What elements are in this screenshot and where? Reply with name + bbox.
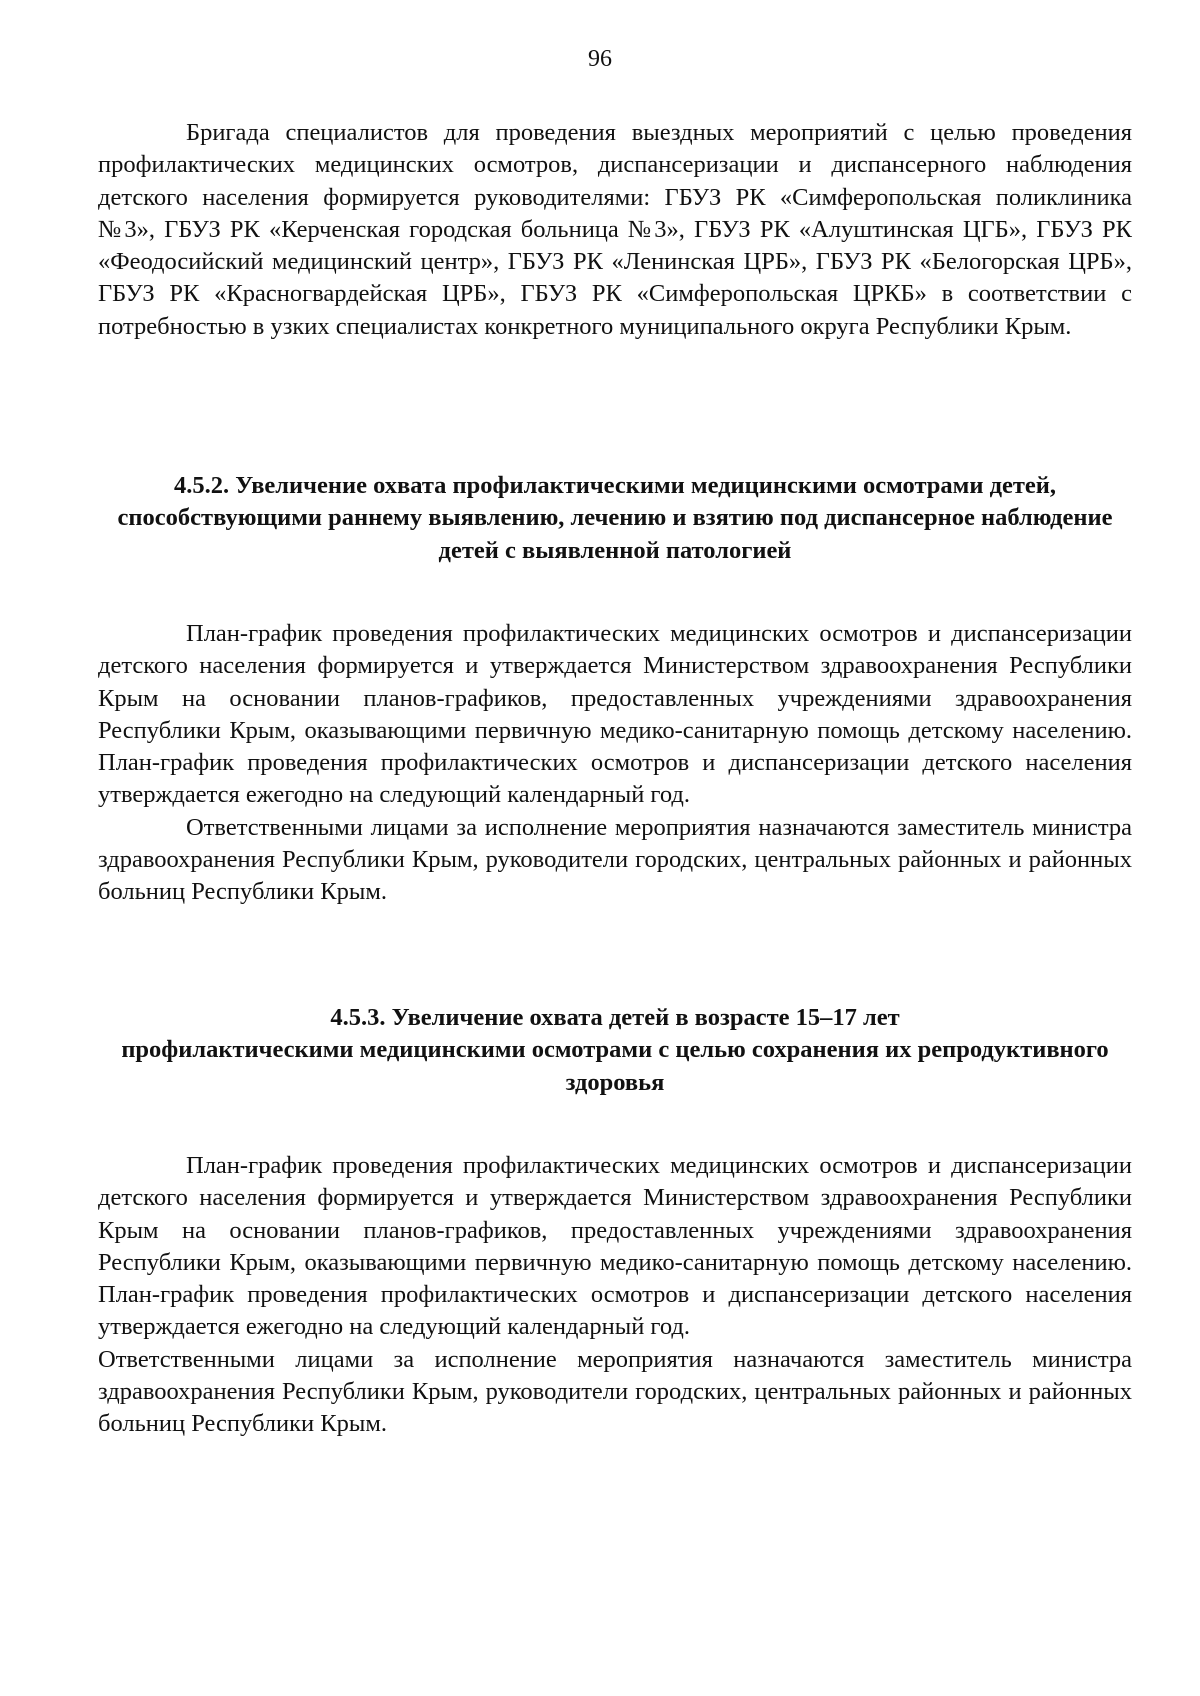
- intro-block: [98, 117, 1132, 343]
- page-number: 96: [588, 46, 612, 72]
- section-453-paragraph-2: Ответственными лицами за исполнение мероприятия назначаются заместитель министра здравоохранения Республики Крым, руководители городских, центральных районных и районных больниц Республики Крым.: [98, 1345, 1132, 1438]
- section-452-heading-block: [98, 470, 1132, 567]
- section-453-heading-block: [98, 1002, 1132, 1099]
- section-452-paragraph-2: Ответственными лицами за исполнение мероприятия назначаются заместитель министра здравоохранения Республики Крым, руководители городских, центральных районных и районных больниц Республики Крым.: [98, 813, 1132, 906]
- section-452-heading: 4.5.2. Увеличение охвата профилактическими медицинскими осмотрами детей, способствующими раннему выявлению, лечению и взятию под диспансерное наблюдение детей с выявленной патологией: [117, 472, 1113, 564]
- section-453-paragraph-1: План-график проведения профилактических медицинских осмотров и диспансеризации детского населения формируется и утверждается Министерством здравоохранения Республики Крым на основании планов-графиков, предоставленных учреждениями здравоохранения Республики Крым, оказывающими первичную медико-санитарную помощь детскому населению. План-график проведения профилактических осмотров и диспансеризации детского населения утверждается ежегодно на следующий календарный год.: [98, 1152, 1132, 1341]
- section-453-heading-line-1: 4.5.3. Увеличение охвата детей в возрасте 15–17 лет: [330, 1004, 900, 1031]
- section-452-body: [98, 618, 1132, 909]
- section-452-paragraph-1: План-график проведения профилактических медицинских осмотров и диспансеризации детского населения формируется и утверждается Министерством здравоохранения Республики Крым на основании планов-графиков, предоставленных учреждениями здравоохранения Республики Крым, оказывающими первичную медико-санитарную помощь детскому населению. План-график проведения профилактических осмотров и диспансеризации детского населения утверждается ежегодно на следующий календарный год.: [98, 620, 1132, 809]
- section-453-heading-line-2: профилактическими медицинскими осмотрами с целью сохранения их репродуктивного здоровья: [121, 1036, 1109, 1096]
- intro-paragraph: Бригада специалистов для проведения выездных мероприятий с целью проведения профилактических медицинских осмотров, диспансеризации и диспансерного наблюдения детского населения формируется руководителями: ГБУЗ РК «Симферопольская поликлиника №3», ГБУЗ РК «Керченская городская больница №3», ГБУЗ РК «Алуштинская ЦГБ», ГБУЗ РК «Феодосийский медицинский центр», ГБУЗ РК «Ленинская ЦРБ», ГБУЗ РК «Белогорская ЦРБ», ГБУЗ РК «Красногвардейская ЦРБ», ГБУЗ РК «Симферопольская ЦРКБ» в соответствии с потребностью в узких специалистах конкретного муниципального округа Республики Крым.: [98, 119, 1132, 340]
- section-453-body: [98, 1150, 1132, 1441]
